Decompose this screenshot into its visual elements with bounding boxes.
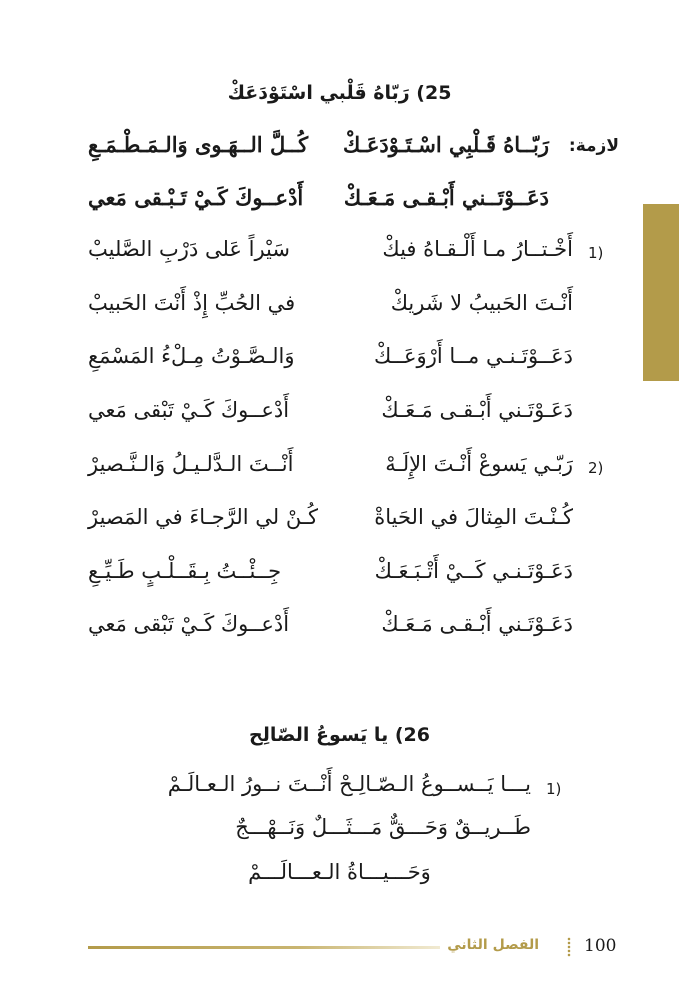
verse-line-right: دَعَـوْتَـنـي كَــيْ أَتْـبَـعَـكْ	[374, 559, 573, 583]
verse-line-left: أَدْعــوكَ كَـيْ تَبْقى مَعي	[88, 612, 290, 636]
verse-line-right: أَنْـتَ الحَبيبُ لا شَريكْ	[390, 291, 573, 315]
verse-line-left: في الحُبِّ إِذْ أَنْتَ الحَبيبْ	[88, 291, 296, 315]
page-number: 100	[584, 936, 617, 956]
verse-number: 1)	[546, 780, 562, 798]
footer-separator	[567, 937, 571, 957]
verse-line-left: وَالـصَّـوْتُ مِـلْءُ المَسْمَعِ	[88, 344, 295, 368]
verse-line-right: دَعَـوْتَـني أَبْـقـى مَـعَـكْ	[381, 612, 573, 636]
verse-line-left: أَدْعــوكَ كَـيْ تَـبْـقى مَعي	[88, 185, 304, 210]
chapter-name: الفصل الثاني	[447, 937, 539, 953]
verse-line-right: رَبّـي يَسوعْ أَنْـتَ الإِلَـهْ	[385, 452, 573, 476]
verse-line-left: سَيْراً عَلى دَرْبِ الصَّليبْ	[88, 237, 290, 261]
verse-line-left: كُـنْ لي الرَّجـاءَ في المَصيرْ	[87, 505, 318, 529]
verse-line-right: دَعَــوْتَــني أَبْـقـى مَـعَـكْ	[343, 185, 549, 210]
verse-line: يـــا يَــســوعُ الـصّـالِـحْ أَنْــتَ نــورُ الـعـالَـمْ	[167, 772, 531, 796]
chorus-label: لازمة:	[568, 136, 619, 156]
footer-rule	[88, 946, 440, 949]
song-title-26: 26) يا يَسوعُ الصّالِح	[249, 724, 430, 746]
verse-number: 1)	[588, 244, 604, 262]
verse-line-left: أَدْعــوكَ كَـيْ تَبْقى مَعي	[88, 398, 290, 422]
verse-line-right: رَبّــاهُ قَـلْبِي اسْـتَـوْدَعَـكْ	[343, 132, 549, 157]
verse-line-left: أَنْــتَ الـدَّلـيـلُ وَالـنَّـصيرْ	[88, 452, 294, 476]
verse-line: طَــريــقٌ وَحَـــقٌّ مَـــثَـــلٌ وَنَــهْـــجٌ	[235, 815, 531, 839]
song-title-25: 25) رَبّاهُ قَلْبي اسْتَوْدَعَكْ	[227, 82, 452, 104]
verse-line-left: كُــلَّ الــهَـوى وَالـمَـطْـمَـعِ	[88, 132, 309, 157]
verse-line-right: كُـنْـتَ المِثالَ في الحَياةْ	[374, 505, 573, 529]
verse-line-left: جِــئْــتُ بِـقَــلْـبٍ طَـيِّـعِ	[88, 559, 282, 583]
verse-line: وَحَـــيـــاةُ الـعـــالَـــمْ	[248, 860, 431, 884]
chapter-side-tab	[643, 204, 679, 381]
verse-line-right: دَعَــوْتَـنـي مــا أَرْوَعَــكْ	[374, 344, 573, 368]
verse-number: 2)	[588, 459, 604, 477]
verse-line-right: أَخْـتــارُ مـا أَلْـقـاهُ فيكْ	[382, 237, 573, 261]
verse-line-right: دَعَـوْتَـني أَبْـقـى مَـعَـكْ	[381, 398, 573, 422]
